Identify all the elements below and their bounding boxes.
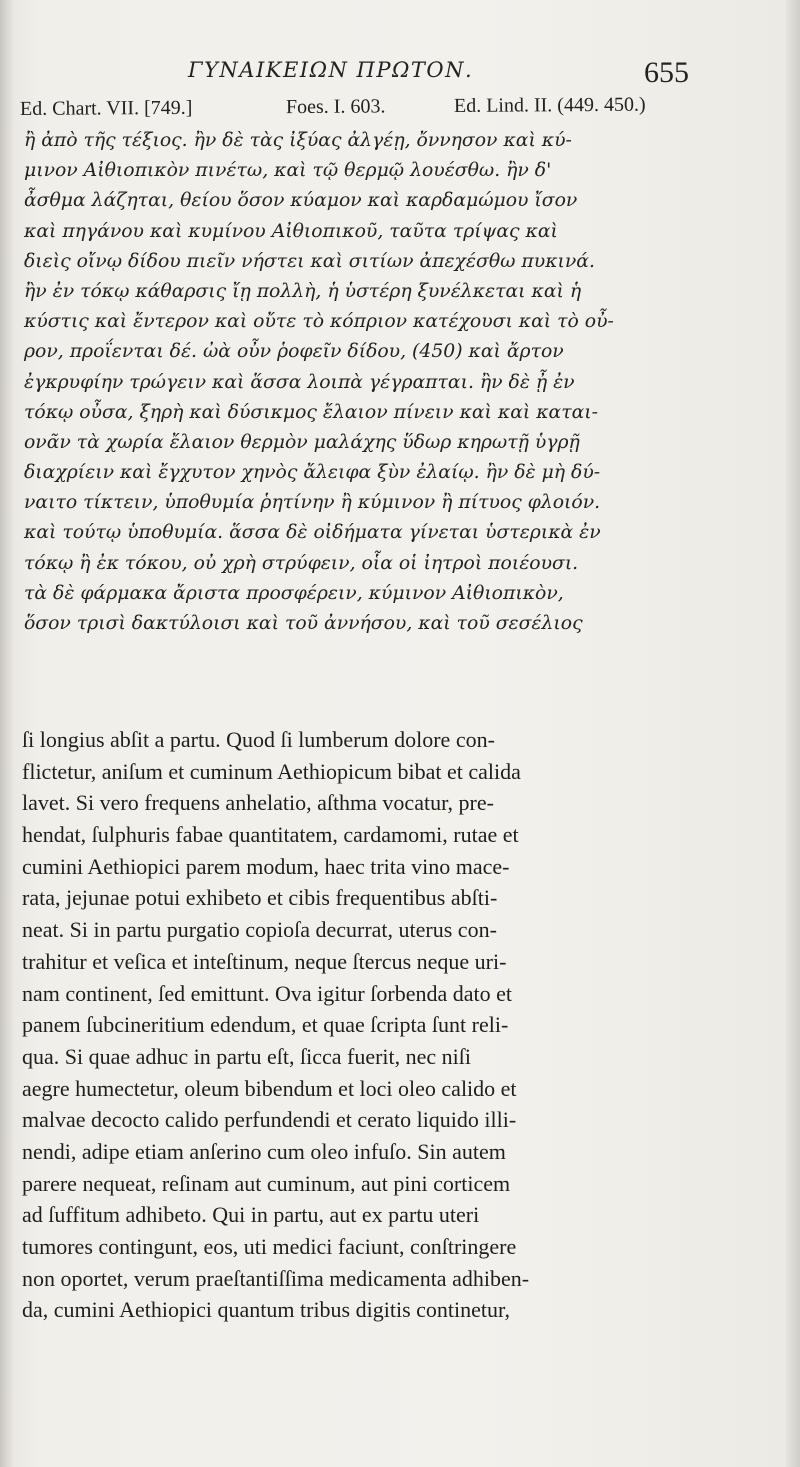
latin-text-line: nendi, adipe etiam anſerino cum oleo infuſo. Sin autem	[22, 1138, 506, 1164]
latin-text-line: rata, jejunae potui exhibeto et cibis frequentibus abſti-	[22, 885, 498, 911]
greek-text-line: ὅσον τρισὶ δακτύλοισι καὶ τοῦ ἀννήσου, καὶ τοῦ σεσέλιος	[24, 613, 583, 634]
greek-text-line: ἢ ἀπὸ τῆς τέξιος. ἢν δὲ τὰς ἰξύας ἀλγέῃ, ὄννησον καὶ κύ-	[24, 130, 572, 151]
latin-translation-block	[22, 724, 722, 1326]
latin-text-line: qua. Si quae adhuc in partu eſt, ſicca fuerit, nec niſi	[22, 1043, 472, 1069]
latin-text-line: aegre humectetur, oleum bibendum et loci oleo calido et	[22, 1075, 517, 1101]
page-edge	[786, 0, 800, 1467]
greek-text-line: κύστις καὶ ἔντερον καὶ οὔτε τὸ κόπριον κατέχουσι καὶ τὸ οὖ-	[24, 311, 614, 333]
latin-text-line: trahitur et veſica et inteſtinum, neque ſtercus neque uri-	[22, 948, 507, 974]
greek-text-line: διαχρίειν καὶ ἔγχυτον χηνὸς ἄλειφα ξὺν ἐλαίῳ. ἢν δὲ μὴ δύ-	[24, 462, 601, 484]
latin-text-line: neat. Si in partu purgatio copioſa decurrat, uterus con-	[22, 917, 497, 943]
greek-text-line: μινον Αἰθιοπικὸν πινέτω, καὶ τῷ θερμῷ λουέσθω. ἢν δ'	[24, 160, 552, 182]
greek-text-line: διεὶς οἴνῳ δίδου πιεῖν νήστει καὶ σιτίων ἀπεχέσθω πυκινά.	[24, 250, 595, 272]
latin-text-line: hendat, ſulphuris fabae quantitatem, cardamomi, rutae et	[22, 822, 519, 848]
chartier-reference: Ed. Chart. VII. [749.]	[19, 96, 193, 120]
latin-text-line: lavet. Si vero frequens anhelatio, aſthma vocatur, pre-	[22, 790, 494, 816]
latin-text-line: panem ſubcineritium edendum, et quae ſcripta ſunt reli-	[22, 1012, 509, 1038]
greek-text-line: ἆσθμα λάζηται, θείου ὅσον κύαμον καὶ καρδαμώμου ἴσον	[24, 190, 578, 212]
greek-text-line: τὰ δὲ φάρμακα ἄριστα προσφέρειν, κύμινον Αἰθιοπικὸν,	[24, 582, 564, 604]
greek-text-line: καὶ πηγάνου καὶ κυμίνου Αἰθιοπικοῦ, ταῦτα τρίψας καὶ	[24, 220, 558, 242]
latin-text-line: non oportet, verum praeſtantiſſima medicamenta adhiben-	[22, 1265, 530, 1291]
greek-text-line: ρον, προΐενται δέ. ὠὰ οὖν ῥοφεῖν δίδου, (450) καὶ ἄρτον	[24, 341, 564, 363]
edition-references	[20, 93, 700, 128]
greek-text-line: καὶ τούτῳ ὑποθυμία. ἅσσα δὲ οἰδήματα γίνεται ὑστερικὰ ἐν	[24, 522, 601, 544]
latin-text-line: nam continent, ſed emittunt. Ova igitur ſorbenda dato et	[22, 980, 512, 1006]
greek-text-line: ναιτο τίκτειν, ὑποθυμία ῥητίνην ἢ κύμινον ἢ πίτυος φλοιόν.	[24, 492, 601, 514]
latin-text-line: cumini Aethiopici parem modum, haec trita vino mace-	[22, 853, 510, 879]
latin-text-line: ad ſuffitum adhibeto. Qui in partu, aut ex partu uteri	[22, 1202, 480, 1228]
latin-text-line: parere nequeat, reſinam aut cuminum, aut pini corticem	[22, 1170, 511, 1196]
running-title: ΓΥΝΑΙΚΕΙΩΝ ΠΡΩΤΟΝ.	[188, 58, 474, 82]
greek-text-line: ἢν ἐν τόκῳ κάθαρσις ἴῃ πολλὴ, ἡ ὑστέρη ξυνέλκεται καὶ ἡ	[24, 280, 582, 302]
latin-text-line: da, cumini Aethiopici quantum tribus digitis continetur,	[22, 1297, 510, 1323]
latin-text-line: malvae decocto calido perfundendi et cerato liquido illi-	[22, 1107, 517, 1133]
latin-text-line: ſi longius abſit a partu. Quod ſi lumberum dolore con-	[22, 727, 495, 752]
foesius-reference: Foes. I. 603.	[285, 95, 386, 119]
latin-text-line: tumores contingunt, eos, uti medici faciunt, conſtringere	[22, 1234, 517, 1259]
greek-text-line: τόκῳ οὖσα, ξηρὴ καὶ δύσικμος ἔλαιον πίνειν καὶ καὶ καται-	[24, 401, 599, 423]
page-number: 655	[644, 56, 689, 89]
latin-text-line: flictetur, aniſum et cuminum Aethiopicum bibat et calida	[22, 758, 521, 784]
greek-text-line: ονᾶν τὰ χωρία ἔλαιον θερμὸν μαλάχης ὕδωρ κηρωτῇ ὑγρῇ	[24, 431, 580, 453]
linden-reference: Ed. Lind. II. (449. 450.)	[453, 93, 646, 117]
page-header	[0, 52, 800, 92]
greek-text-line: ἐγκρυφίην τρώγειν καὶ ἅσσα λοιπὰ γέγραπται. ἢν δὲ ᾖ ἐν	[24, 371, 575, 393]
greek-text-block	[24, 126, 724, 639]
greek-text-line: τόκῳ ἢ ἐκ τόκου, οὐ χρὴ στρύφειν, οἷα οἱ ἰητροὶ ποιέουσι.	[24, 552, 579, 574]
